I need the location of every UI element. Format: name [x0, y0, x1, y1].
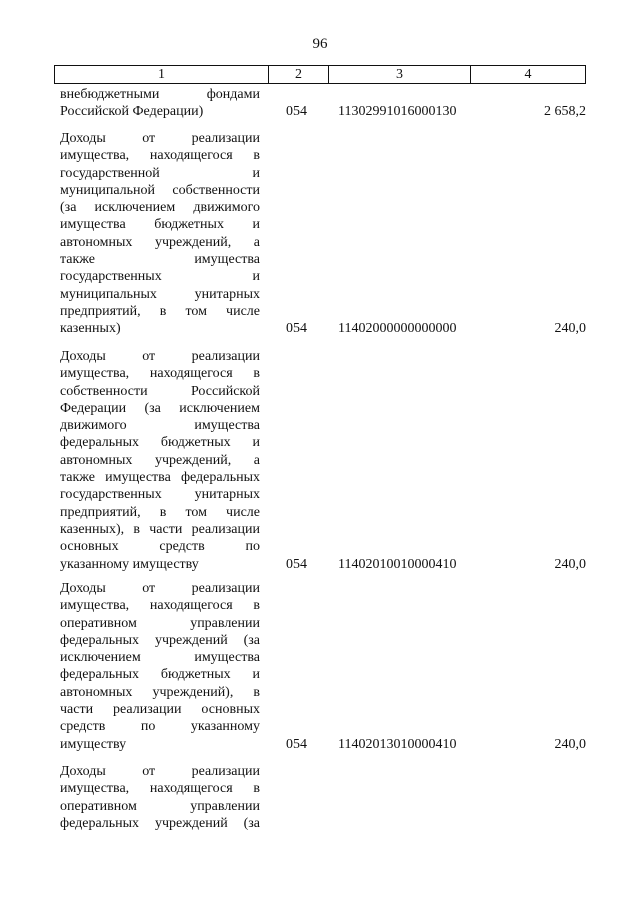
description-line: имущества бюджетных и [60, 217, 260, 233]
row-description [60, 348, 260, 573]
description-line: исключением имущества [60, 650, 260, 666]
description-line: казенных) [60, 321, 121, 337]
description-line: Российской Федерации) [60, 104, 204, 120]
description-line: муниципальной собственности [60, 182, 260, 198]
description-line: автономных учреждений, а [60, 234, 260, 250]
row-description [60, 86, 260, 121]
budget-classification-code: 11302991016000130 [338, 104, 457, 120]
column-header-1: 1 [55, 66, 269, 83]
column-header-4: 4 [524, 67, 532, 82]
description-line: оперативном управлении [60, 798, 260, 814]
admin-code: 054 [286, 321, 307, 337]
column-header-3: 3 [329, 66, 471, 83]
description-line: движимого имущества [60, 418, 260, 434]
description-line: государственных унитарных [60, 487, 260, 503]
description-line: государственной и [60, 165, 260, 181]
row-description [60, 763, 260, 832]
description-line: имущества, находящегося в [60, 598, 260, 614]
description-line: автономных учреждений, а [60, 452, 260, 468]
description-line: предприятий, в том числе [60, 303, 260, 319]
description-line: Доходы от реализации [60, 349, 260, 364]
description-line: оперативном управлении [60, 615, 260, 631]
description-line: имущества, находящегося в [60, 781, 260, 797]
description-line: автономных учреждений), в [60, 684, 260, 700]
description-line: государственных и [60, 269, 260, 285]
description-line: муниципальных унитарных [60, 286, 260, 302]
table-header [54, 65, 586, 84]
amount-value: 240,0 [554, 556, 586, 572]
description-line: части реализации основных [60, 702, 260, 718]
description-line: казенных), в части реализации [60, 521, 260, 537]
description-line: предприятий, в том числе [60, 504, 260, 520]
description-line: средств по указанному [60, 719, 260, 735]
budget-classification-code: 11402010010000410 [338, 556, 457, 572]
amount-value: 2 658,2 [544, 104, 586, 120]
description-line: собственности Российской [60, 383, 260, 399]
description-line: также имущества федеральных [60, 470, 260, 486]
description-line: федеральных учреждений (за [60, 815, 260, 831]
amount-value: 240,0 [554, 321, 586, 337]
description-line: внебюджетными фондами [60, 87, 260, 102]
description-line: (за исключением движимого [60, 200, 260, 216]
description-line: указанному имуществу [60, 556, 199, 572]
column-header-2: 2 [269, 66, 329, 83]
budget-classification-code: 11402013010000410 [338, 736, 457, 752]
description-line: федеральных бюджетных и [60, 667, 260, 683]
page-number: 96 [312, 36, 328, 52]
description-line: Доходы от реализации [60, 131, 260, 146]
description-line: федеральных бюджетных и [60, 435, 260, 451]
admin-code: 054 [286, 556, 307, 572]
amount-value: 240,0 [554, 736, 586, 752]
budget-classification-code: 11402000000000000 [338, 321, 457, 337]
description-line: основных средств по [60, 539, 260, 555]
row-description [60, 580, 260, 753]
admin-code: 054 [286, 736, 307, 752]
row-description [60, 130, 260, 338]
description-line: Доходы от реализации [60, 764, 260, 779]
description-line: Доходы от реализации [60, 581, 260, 596]
description-line: имущества, находящегося в [60, 366, 260, 382]
description-line: имущества, находящегося в [60, 148, 260, 164]
description-line: имуществу [60, 736, 127, 752]
admin-code: 054 [286, 104, 307, 120]
description-line: Федерации (за исключением [60, 400, 260, 416]
description-line: также имущества [60, 252, 260, 268]
description-line: федеральных учреждений (за [60, 632, 260, 648]
